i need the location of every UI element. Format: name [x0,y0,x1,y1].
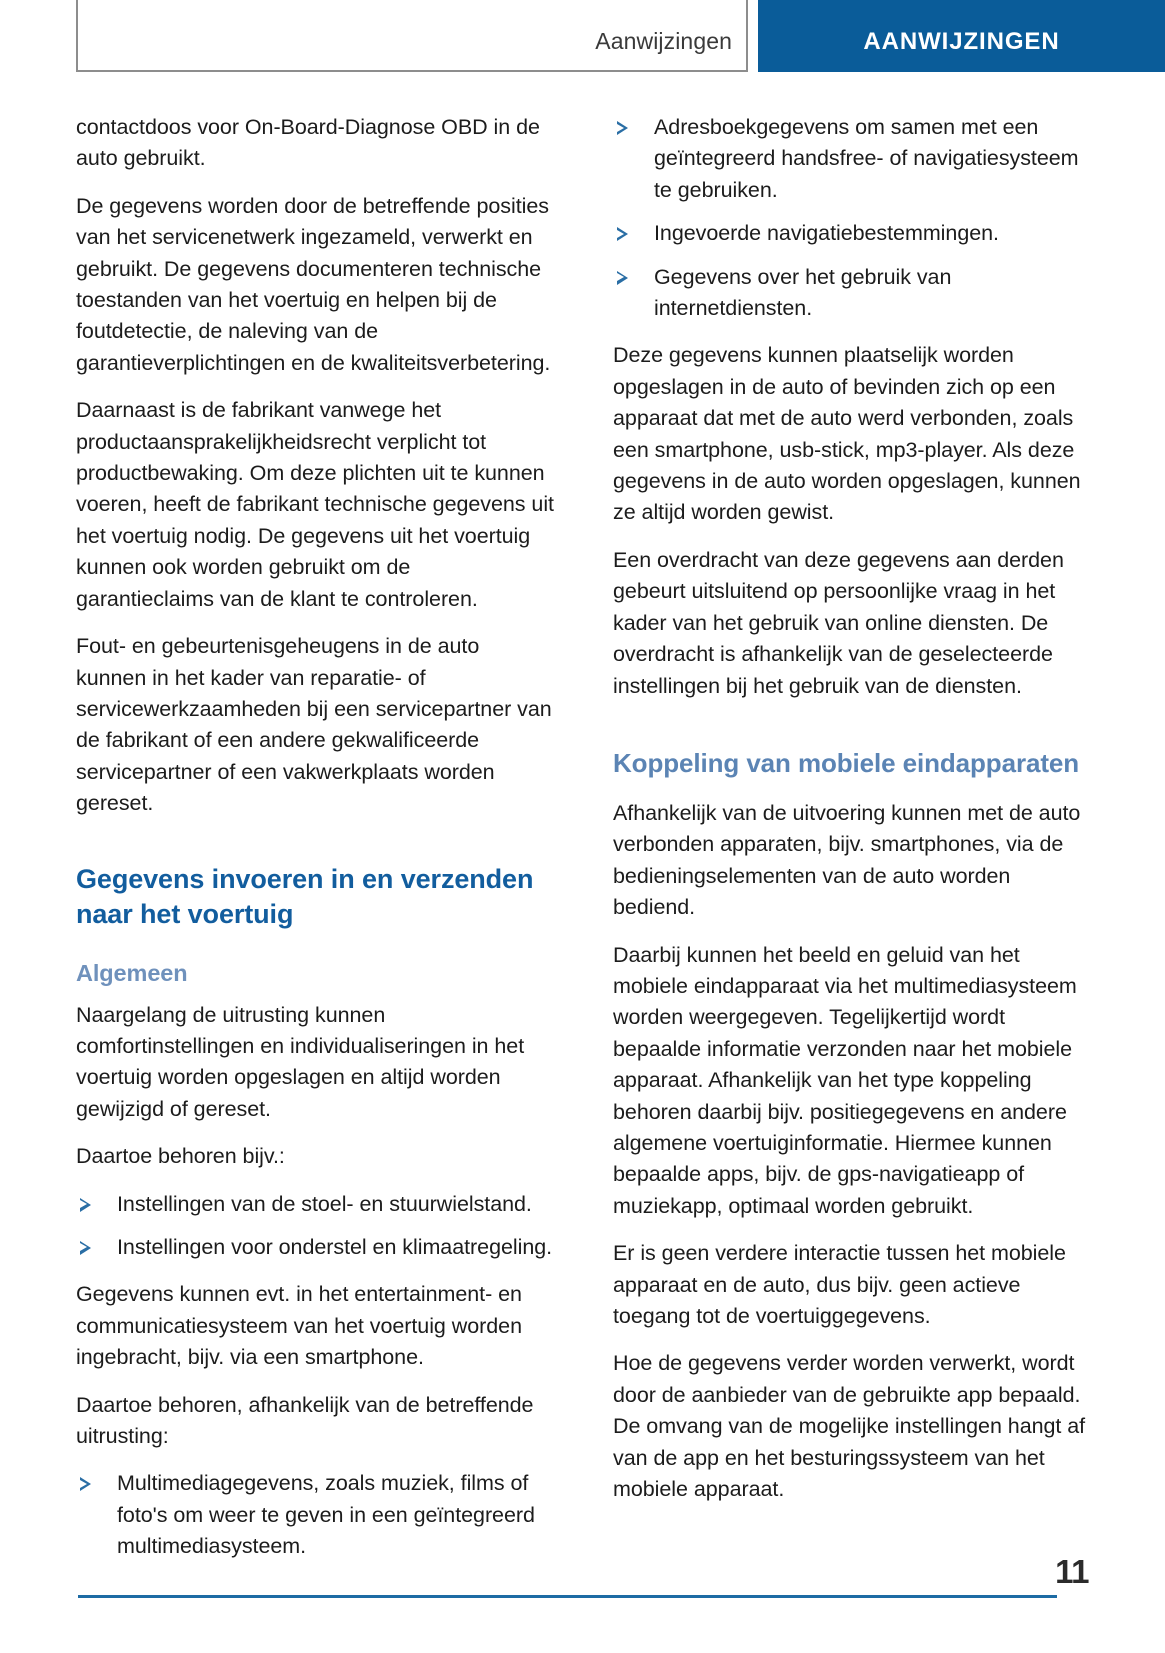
header-running-title: Aanwijzingen [595,27,732,54]
page-header [0,0,1165,78]
list-item-text: Instellingen van de stoel- en stuurwielstand. [117,1191,532,1216]
paragraph: Gegevens kunnen evt. in het entertainment- en communicatiesysteem van het voertuig worden ingebracht, bijv. via een smartphone. [76,1282,522,1370]
triangle-bullet-icon [617,271,628,285]
right-column [613,112,1091,1505]
paragraph: Een overdracht van deze gegevens aan derden gebeurt uitsluitend op persoonlijke vraag in het kader van het gebruik van online diensten. De overdracht is afhankelijk van de geselecteerde instellingen bij het gebruik van de diensten. [613,547,1064,698]
bullet-list [76,1189,554,1264]
triangle-bullet-icon [617,121,628,135]
triangle-bullet-icon [80,1241,91,1255]
paragraph: Er is geen verdere interactie tussen het mobiele apparaat en de auto, dus bijv. geen actieve toegang tot de voertuiggegevens. [613,1241,1066,1328]
paragraph: Afhankelijk van de uitvoering kunnen met de auto verbonden apparaten, bijv. smartphones, via de bedieningselementen van de auto worden bediend. [613,800,1081,920]
paragraph: Daarnaast is de fabrikant vanwege het productaansprakelijkheidsrecht verplicht tot productbewaking. Om deze plichten uit te kunnen voeren, heeft de fabrikant technische gegevens uit het voertuig nodig. De gegevens uit het voertuig kunnen ook worden gebruikt om de garantieclaims van de klant te controleren. [76,398,554,611]
list-item-text: Adresboekgegevens om samen met een geïntegreerd handsfree- of navigatiesysteem te gebruiken. [654,115,1079,202]
paragraph: Daarbij kunnen het beeld en geluid van het mobiele eindapparaat via het multimediasysteem worden weergegeven. Tegelijkertijd wordt bepaalde informatie verzonden naar het mobiele apparaat. Afhankelijk van het type koppeling behoren daarbij bijv. positiegegevens en andere algemene voertuiginformatie. Hiermee kunnen bepaalde apps, bijv. de gps-navigatieapp of muziekapp, optimaal worden gebruikt. [613,942,1077,1218]
footer-divider [78,1595,1057,1598]
list-item [613,218,1091,249]
bullet-list [613,112,1091,324]
sub-heading-algemeen: Algemeen [76,959,188,986]
page-footer [0,1543,1165,1653]
paragraph: Hoe de gegevens verder worden verwerkt, wordt door de aanbieder van de gebruikte app bepaald. De omvang van de mogelijke instellingen hangt af van de app en het besturingssysteem van het mobiele apparaat. [613,1351,1086,1502]
paragraph: contactdoos voor On-Board-Diagnose OBD in de auto gebruikt. [76,115,540,171]
paragraph: Daartoe behoren bijv.: [76,1144,285,1169]
list-item-text: Ingevoerde navigatiebestemmingen. [654,221,999,246]
paragraph: Naargelang de uitrusting kunnen comfortinstellingen en individualiseringen in het voertuig worden opgeslagen en altijd worden gewijzigd of gereset. [76,1002,525,1121]
list-item [613,262,1091,325]
list-item-text: Multimediagegevens, zoals muziek, films of foto's om weer te geven in een geïntegreerd multimediasysteem. [117,1471,535,1559]
left-column [76,112,554,1579]
paragraph: Deze gegevens kunnen plaatselijk worden opgeslagen in de auto of bevinden zich op een apparaat dat met de auto werd verbonden, zoals een smartphone, usb-stick, mp3-player. Als deze gegevens in de auto worden opgeslagen, kunnen ze altijd worden gewist. [613,343,1081,525]
list-item-text: Instellingen voor onderstel en klimaatregeling. [117,1234,553,1259]
header-running-title-box [76,0,748,72]
section-heading-gegevens-invoeren: Gegevens invoeren in en verzenden naar het voertuig [76,863,534,929]
list-item [76,1232,554,1263]
paragraph: Daartoe behoren, afhankelijk van de betreffende uitrusting: [76,1392,534,1448]
list-item [76,1189,554,1220]
triangle-bullet-icon [80,1477,91,1491]
section-heading-koppeling-mobiele-eindapparaten: Koppeling van mobiele eindapparaten [613,747,1080,778]
paragraph: De gegevens worden door de betreffende posities van het servicenetwerk ingezameld, verwerkt en gebruikt. De gegevens documenteren technische toestanden van het voertuig en helpen bij de foutdetectie, de naleving van de garantieverplichtingen en de kwaliteitsverbetering. [76,193,551,375]
chapter-thumb-tab [758,0,1165,72]
page-number: 11 [1055,1553,1089,1590]
chapter-thumb-tab-label: AANWIJZINGEN [863,28,1060,55]
list-item [613,112,1091,206]
triangle-bullet-icon [617,227,628,241]
paragraph: Fout- en gebeurtenisgeheugens in de auto kunnen in het kader van reparatie- of servicewerkzaamheden bij een servicepartner van de fabrikant of een andere gekwalificeerde servicepartner of een vakwerkplaats worden gereset. [76,634,552,816]
list-item-text: Gegevens over het gebruik van internetdiensten. [654,264,952,321]
triangle-bullet-icon [80,1198,91,1212]
